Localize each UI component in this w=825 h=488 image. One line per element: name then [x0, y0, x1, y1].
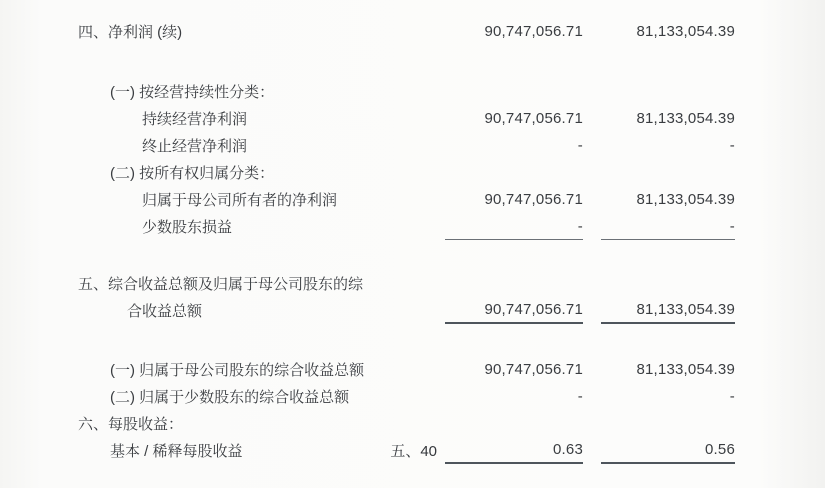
row-continuing-operations-net-profit	[0, 105, 825, 132]
row-by-operating-continuity-header	[0, 78, 825, 105]
row-label: (二) 按所有权归属分类：	[110, 165, 275, 182]
value-prior-period	[601, 159, 735, 186]
row-label: (一) 按经营持续性分类：	[110, 84, 275, 101]
value-prior-period	[601, 410, 735, 437]
row-label: (一) 归属于母公司股东的综合收益总额	[110, 362, 365, 379]
value-prior-period: -	[729, 388, 735, 405]
value-current-period: -	[577, 388, 583, 405]
value-current-period: 90,747,056.71	[484, 23, 583, 40]
row-label: 六、每股收益：	[78, 416, 184, 433]
row-total-comprehensive-income-line2	[0, 297, 825, 324]
note-reference: 五、40	[390, 443, 437, 460]
value-current-period: -	[445, 213, 583, 240]
value-current-period: 90,747,056.71	[484, 361, 583, 378]
value-prior-period	[601, 270, 735, 297]
value-current-period: 90,747,056.71	[445, 297, 583, 324]
value-current-period: 0.63	[445, 437, 583, 464]
value-prior-period: -	[601, 213, 735, 240]
row-basic-diluted-eps	[0, 437, 825, 464]
value-prior-period: 81,133,054.39	[601, 297, 735, 324]
value-current-period: -	[577, 137, 583, 154]
row-by-ownership-header	[0, 159, 825, 186]
row-label: 合收益总额	[127, 303, 203, 320]
row-discontinued-operations-net-profit	[0, 132, 825, 159]
row-comprehensive-income-to-minority	[0, 383, 825, 410]
value-prior-period: -	[729, 137, 735, 154]
value-current-period: 90,747,056.71	[484, 191, 583, 208]
row-label: 四、净利润 (续)	[78, 24, 183, 41]
value-current-period	[445, 78, 583, 105]
row-comprehensive-income-to-parent	[0, 356, 825, 383]
row-label: 持续经营净利润	[142, 111, 248, 128]
row-label: 五、综合收益总额及归属于母公司股东的综	[78, 276, 364, 293]
value-current-period: 90,747,056.71	[484, 110, 583, 127]
row-total-comprehensive-income-line1	[0, 270, 825, 297]
value-prior-period: 81,133,054.39	[636, 361, 735, 378]
value-prior-period: 81,133,054.39	[636, 23, 735, 40]
row-label: 归属于母公司所有者的净利润	[142, 192, 338, 209]
value-current-period	[445, 159, 583, 186]
row-label: (二) 归属于少数股东的综合收益总额	[110, 389, 350, 406]
value-prior-period	[601, 78, 735, 105]
row-minority-interest-profit	[0, 213, 825, 240]
row-label: 少数股东损益	[142, 219, 233, 236]
row-net-profit-continued	[0, 18, 825, 45]
row-net-profit-to-parent-owners	[0, 186, 825, 213]
value-current-period	[445, 270, 583, 297]
value-prior-period: 0.56	[601, 437, 735, 464]
value-prior-period: 81,133,054.39	[636, 110, 735, 127]
value-current-period	[445, 410, 583, 437]
row-earnings-per-share-header	[0, 410, 825, 437]
row-label: 终止经营净利润	[142, 138, 248, 155]
row-label: 基本 / 稀释每股收益	[110, 443, 243, 460]
value-prior-period: 81,133,054.39	[636, 191, 735, 208]
